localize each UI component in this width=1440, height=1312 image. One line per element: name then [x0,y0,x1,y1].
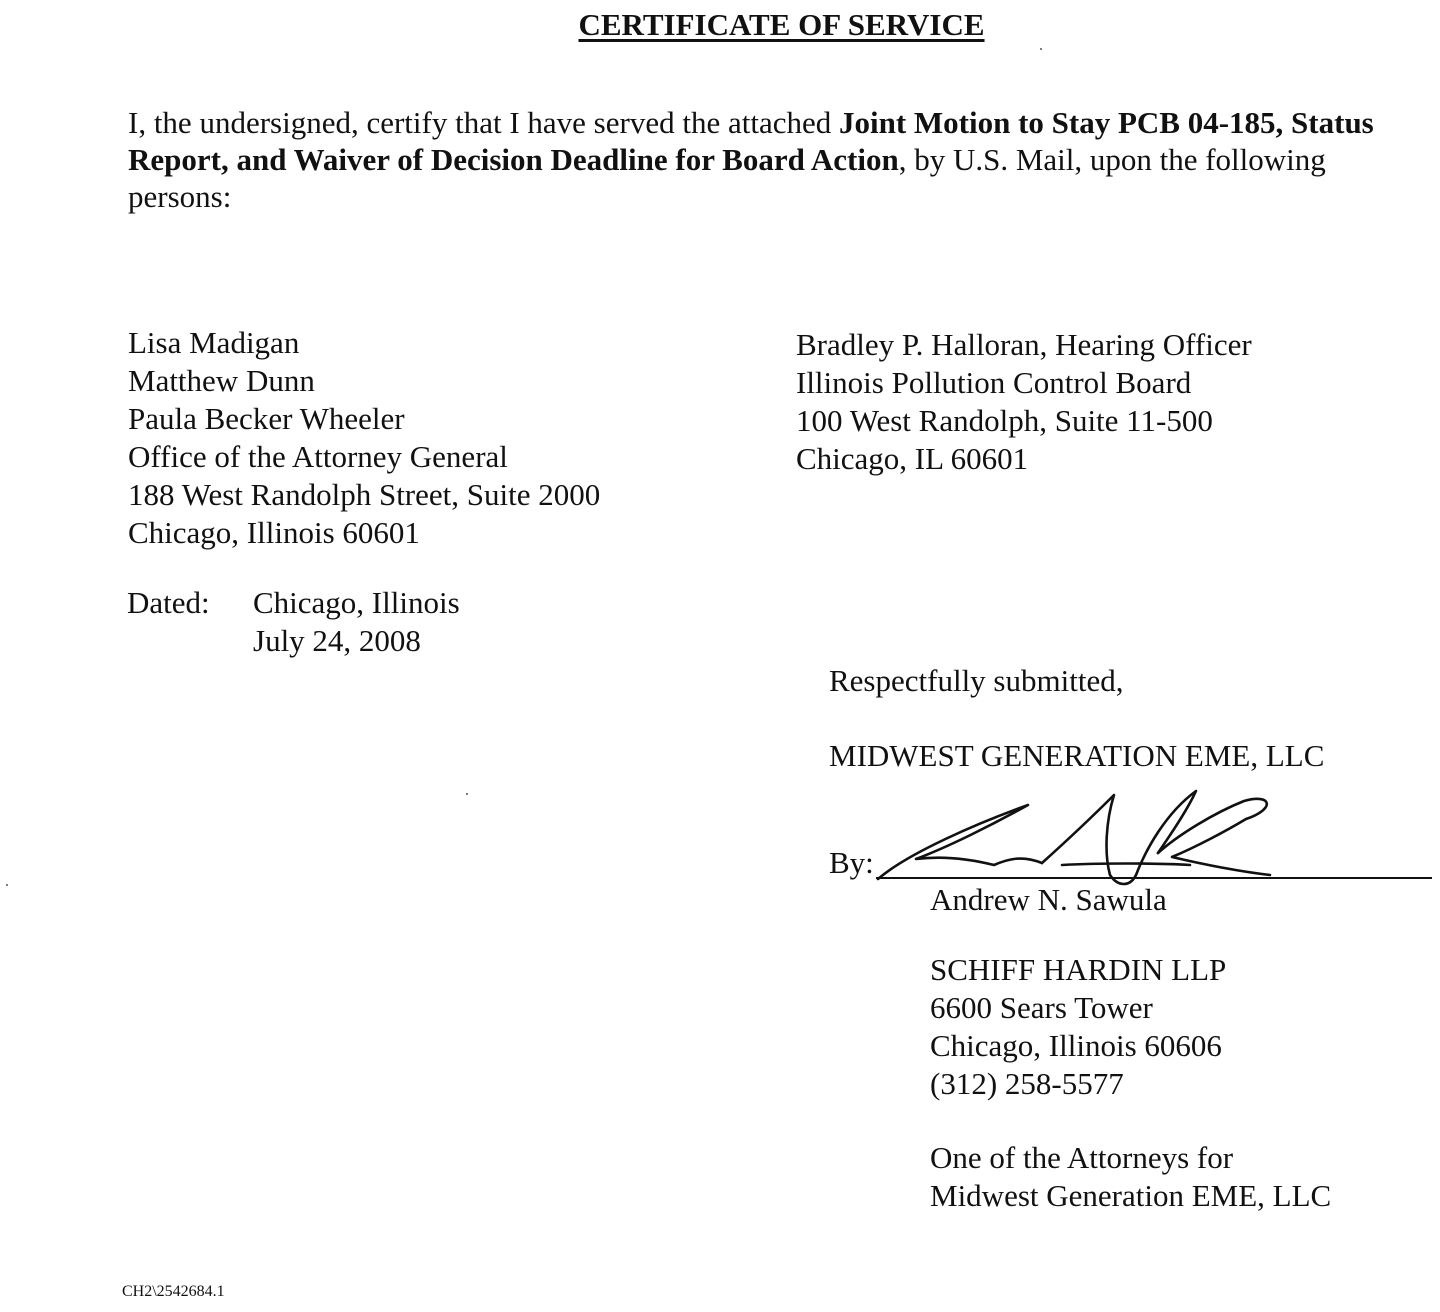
dated-values [253,584,460,660]
attorney-for-line: Midwest Generation EME, LLC [930,1178,1332,1213]
intro-text-after: , by U.S. Mail, upon the following persons: [128,142,1326,214]
scan-speck [466,793,468,795]
intro-text-before: I, the undersigned, certify that I have served the attached [128,105,839,140]
company-name: MIDWEST GENERATION EME, LLC [829,738,1325,773]
document-id-footer: CH2\2542684.1 [122,1283,225,1300]
intro-bold-documents: Joint Motion to Stay PCB 04-185, Status Report, and Waiver of Decision Deadline for Board Action [128,105,1374,177]
recipient-line: Chicago, IL 60601 [796,441,1029,476]
scan-speck [6,884,8,886]
recipient-line: Bradley P. Halloran, Hearing Officer [796,327,1252,362]
firm-line: SCHIFF HARDIN LLP [930,952,1227,987]
respectfully-submitted: Respectfully submitted, [829,663,1124,698]
by-label: By: [829,845,874,880]
recipient-line: Lisa Madigan [128,325,300,360]
signer-name: Andrew N. Sawula [930,882,1167,917]
attorney-for-block [930,1139,1331,1215]
law-firm-block [930,951,1226,1103]
recipient-line: Paula Becker Wheeler [128,401,405,436]
intro-paragraph [128,104,1408,215]
scan-speck [1040,48,1042,50]
recipient-block-attorney-general [128,324,600,552]
document-title: CERTIFICATE OF SERVICE [578,7,985,42]
recipient-line: Office of the Attorney General [128,439,508,474]
dated-date: July 24, 2008 [253,623,421,658]
firm-line: 6600 Sears Tower [930,990,1153,1025]
recipient-line: Illinois Pollution Control Board [796,365,1192,400]
attorney-for-line: One of the Attorneys for [930,1140,1234,1175]
firm-line: (312) 258-5577 [930,1066,1124,1101]
dated-label: Dated: [127,585,210,620]
recipient-line: Matthew Dunn [128,363,315,398]
recipient-line: Chicago, Illinois 60601 [128,515,420,550]
recipient-line: 100 West Randolph, Suite 11-500 [796,403,1213,438]
firm-line: Chicago, Illinois 60606 [930,1028,1222,1063]
recipient-line: 188 West Randolph Street, Suite 2000 [128,477,601,512]
handwritten-signature [866,783,1286,895]
dated-place: Chicago, Illinois [253,585,460,620]
recipient-block-hearing-officer [796,326,1252,478]
